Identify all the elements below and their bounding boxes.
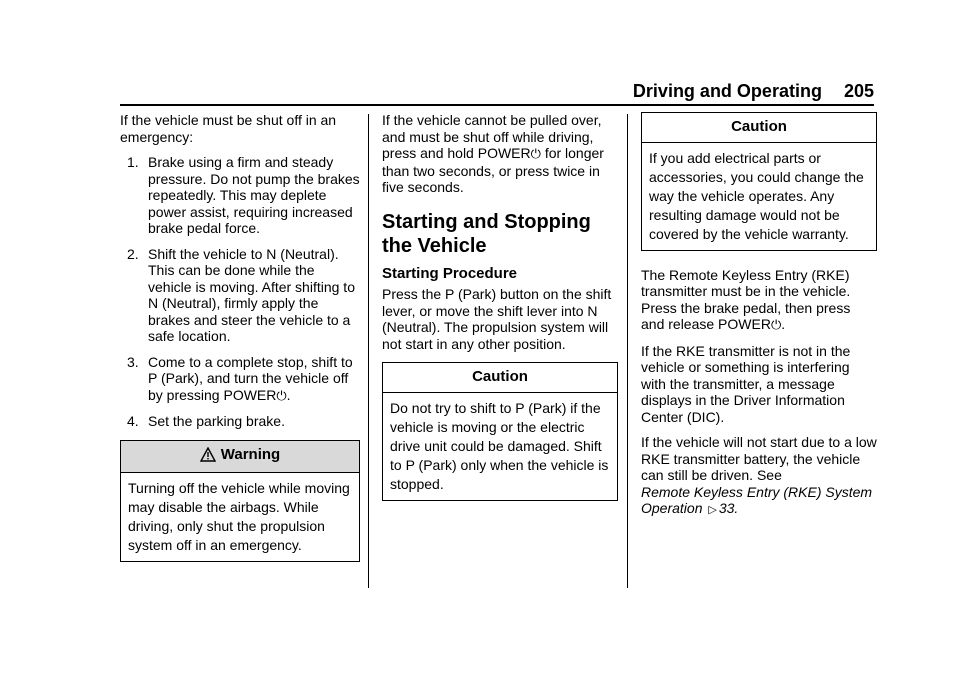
page-reference-arrow-icon: ▷ (708, 504, 717, 516)
rke-start-text: The Remote Keyless Entry (RKE) transmitter must be in the vehicle. Press the brake pedal, then press and release POWER⏻. (641, 266, 851, 332)
warning-box (120, 440, 360, 563)
column-divider-2 (627, 114, 628, 588)
emergency-intro: If the vehicle must be shut off in an emergency: (120, 112, 337, 145)
column-3 (641, 112, 877, 528)
warning-triangle-icon (200, 447, 216, 467)
caution-header: Caution (383, 363, 617, 393)
rke-low-battery-text: If the vehicle will not start due to a low RKE transmitter battery, the vehicle can still be driven. See Remote Keyless Entry (RKE) System Operation ▷ 33. (641, 434, 877, 516)
caution-box-electrical (641, 112, 877, 251)
warning-text: Turning off the vehicle while moving may disable the airbags. While driving, only shut the propulsion system off in an emergency. (128, 480, 350, 553)
subsection-heading: Starting Procedure (382, 264, 518, 282)
step-4: 4. Set the parking brake. (127, 413, 285, 429)
section-title: Driving and Operating (632, 81, 822, 101)
step-2: 2. Shift the vehicle to N (Neutral). This can be done while the vehicle is moving. After shifting to N (Neutral), firmly apply the brakes and steer the vehicle to a safe location. (127, 245, 355, 344)
power-icon: ⏻ (530, 146, 541, 161)
cross-reference-link[interactable]: Remote Keyless Entry (RKE) System Operation ▷ 33. (641, 483, 873, 516)
shutoff-steps (120, 154, 360, 430)
section-heading: Starting and Stopping the Vehicle (382, 210, 591, 257)
caution-box-shift (382, 362, 618, 501)
step-1: 1. Brake using a firm and steady pressure. Do not pump the brakes repeatedly. This may deplete power assist, requiring increased brake pedal force. (127, 154, 360, 236)
warning-title: Warning (220, 445, 281, 463)
caution-header: Caution (642, 113, 876, 143)
page-header (633, 81, 874, 102)
shutoff-while-driving: If the vehicle cannot be pulled over, and must be shut off while driving, press and hold POWER⏻ for longer than two seconds, or press twice in five seconds. (382, 112, 604, 195)
column-1 (120, 112, 360, 574)
rke-missing-text: If the RKE transmitter is not in the vehicle or something is interfering with the transmitter, a message displays in the Driver Information Center (DIC). (641, 342, 851, 425)
starting-procedure-text: Press the P (Park) button on the shift lever, or move the shift lever into N (Neutral). The propulsion system will not start in any other position. (382, 286, 612, 352)
step-3: 3. Come to a complete stop, shift to P (Park), and turn the vehicle off by pressing POWER⏻. (127, 353, 353, 403)
caution-text: Do not try to shift to P (Park) if the vehicle is moving or the electric drive unit could be damaged. Shift to P (Park) only when the vehicle is stopped. (390, 399, 609, 492)
caution-text: If you add electrical parts or accessories, you could change the way the vehicle operates. Any resulting damage would not be covered by the vehicle warranty. (649, 149, 864, 242)
power-icon: ⏻ (770, 317, 782, 332)
warning-header (121, 441, 359, 474)
page-number: 205 (843, 81, 874, 101)
column-2 (382, 112, 618, 513)
header-rule (120, 104, 874, 106)
power-icon: ⏻ (276, 387, 287, 403)
column-divider-1 (368, 114, 369, 588)
